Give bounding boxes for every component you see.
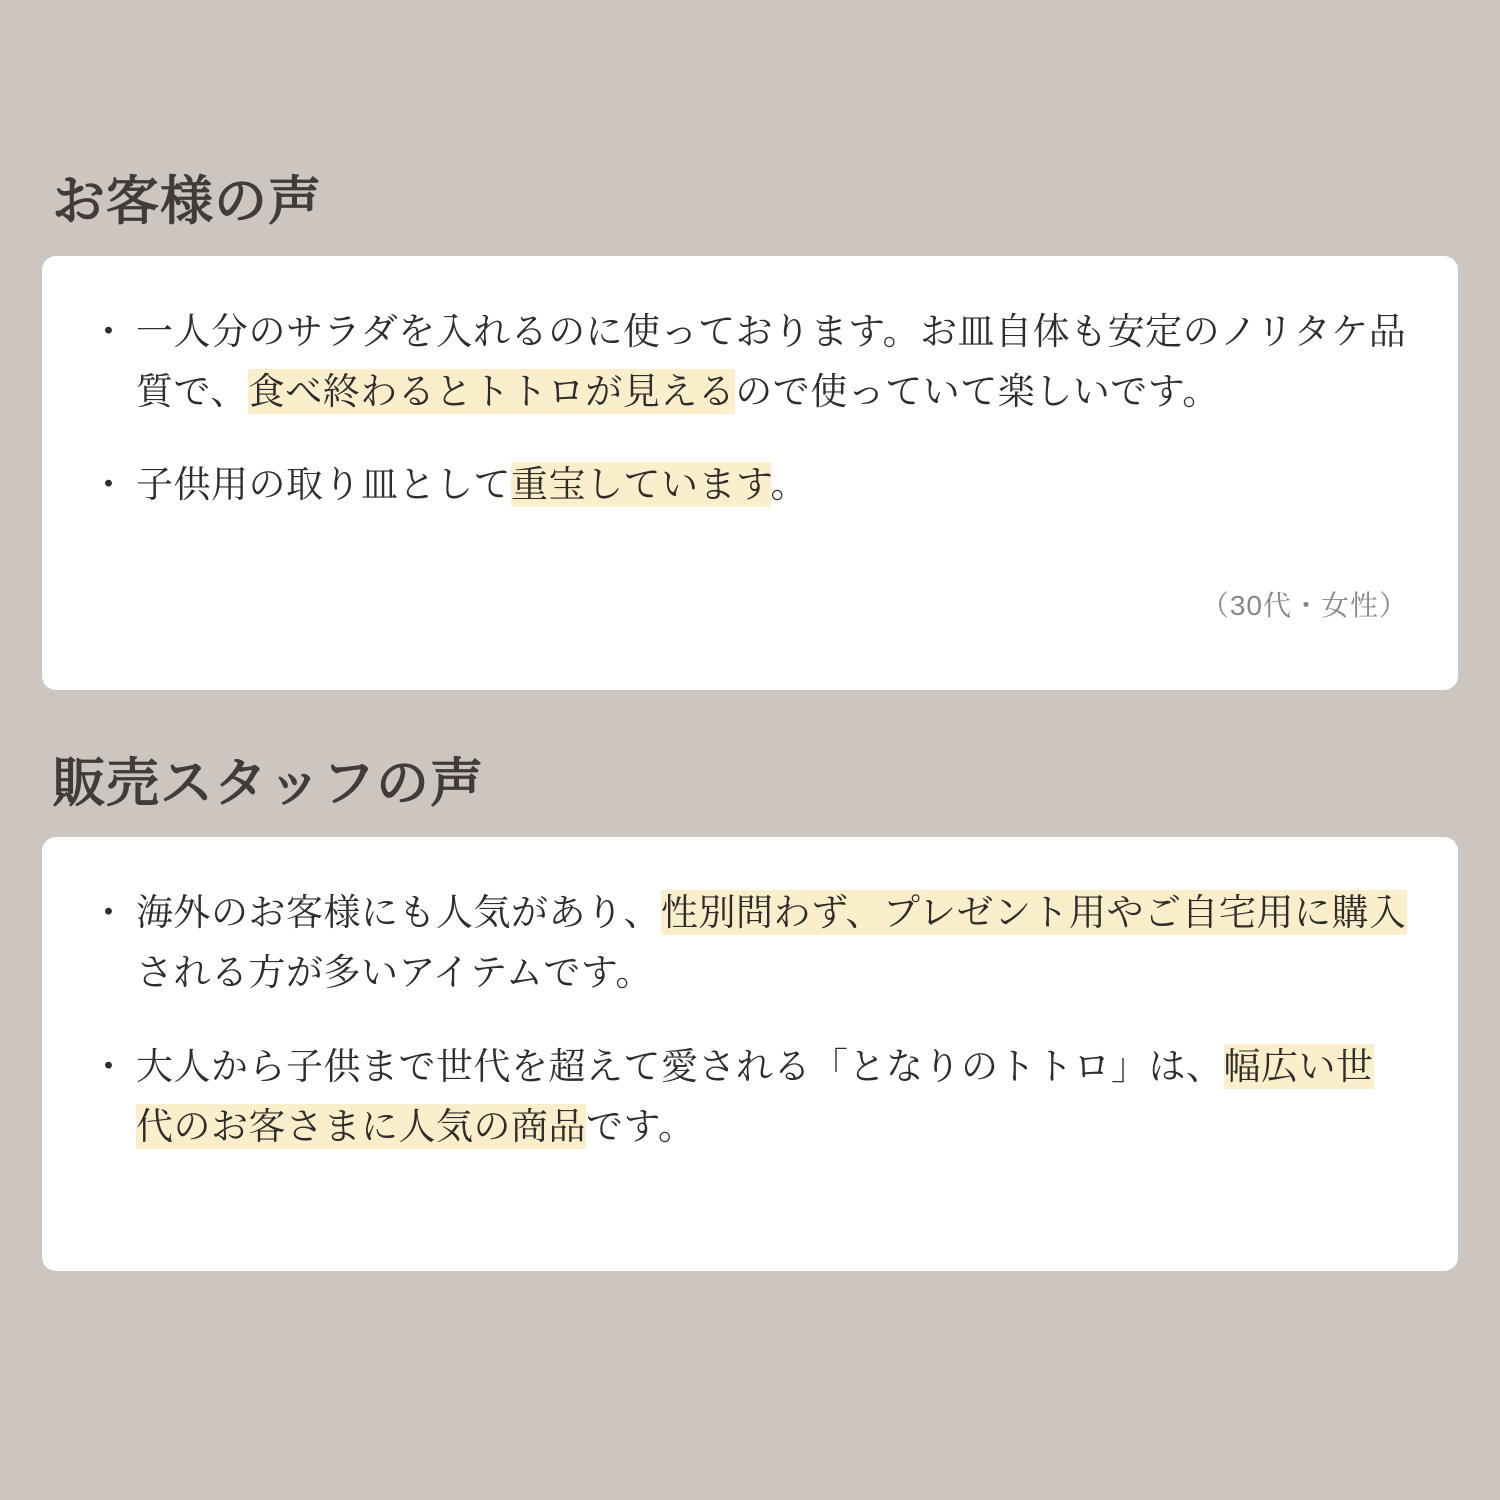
plain-text: ので使っていて楽しいです。 [735,370,1220,412]
plain-text: 一人分のサラダを入れるのに使っております。お皿自体も安定のノリタケ品質で、 [136,310,1407,412]
highlighted-text: 性別問わず、プレゼント用やご自宅用に購入 [661,892,1407,934]
customer-voice-attribution: （30代・女性） [1200,589,1408,621]
staff-voice-card [42,837,1458,1271]
plain-text: される方が多いアイテムです。 [136,952,653,994]
highlighted-text: 食べ終わるとトトロが見える [247,370,736,412]
section-customer-voice [42,0,1458,690]
list-item [90,883,1410,1003]
plain-text: 海外のお客様にも人気があり、 [136,892,661,934]
list-item [90,1037,1410,1157]
list-item [90,455,1410,515]
section-staff-voice [42,690,1458,1272]
customer-voice-card [42,256,1458,690]
plain-text: 大人から子供まで世代を超えて愛される「となりのトトロ」は、 [136,1046,1224,1088]
highlighted-text: 重宝しています [511,464,771,506]
staff-voice-list [90,883,1410,1157]
section-title-staff-voice: 販売スタッフの声 [52,753,484,813]
plain-text: 子供用の取り皿として [136,464,511,506]
highlighted-text: 幅広い世代のお客さまに人気の商品 [136,1046,1374,1147]
list-item [90,302,1410,422]
customer-voice-list [90,302,1410,516]
section-title-customer-voice: お客様の声 [52,172,322,231]
plain-text: 。 [770,464,809,506]
plain-text: です。 [586,1106,696,1147]
